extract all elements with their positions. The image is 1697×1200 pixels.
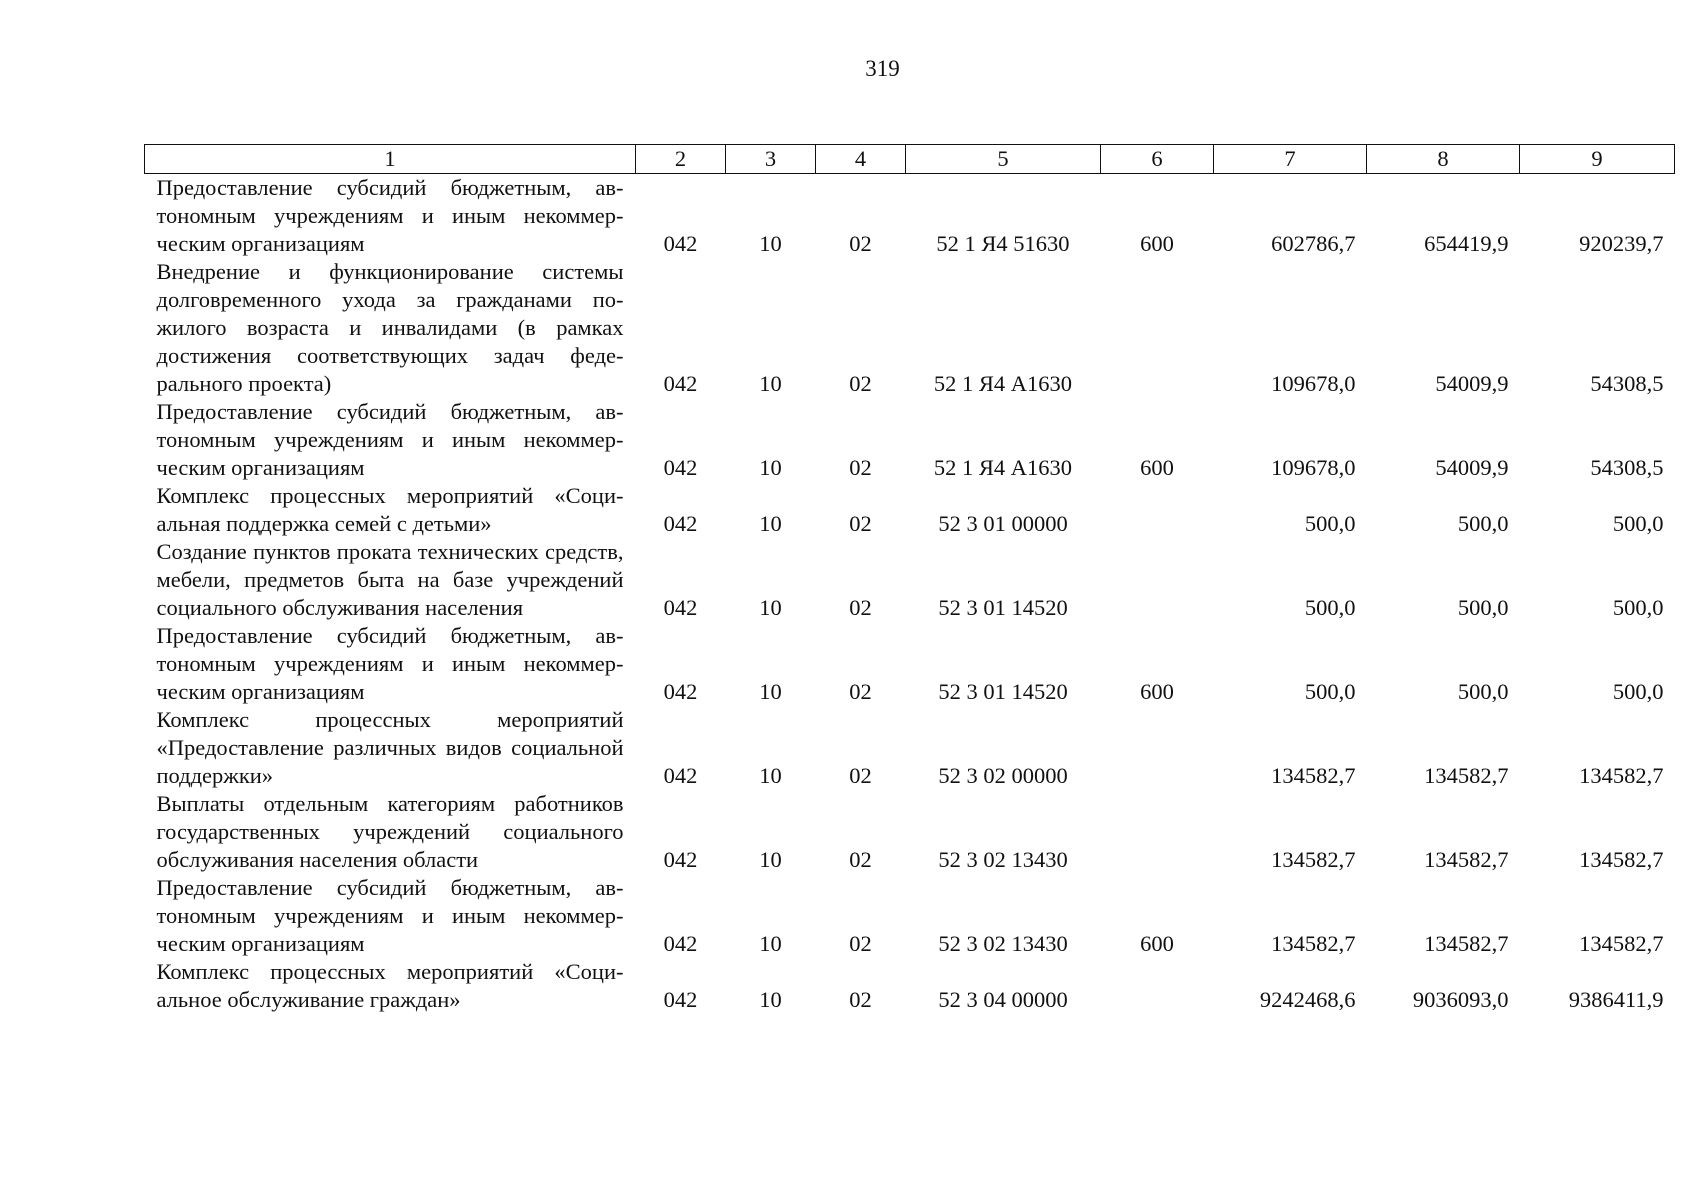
admin-code-cell: 042 [663, 763, 698, 788]
row-name-cell: Предоставление субсидий бюджетным, автономным учреждениям и иным некоммерческим организациям [156, 175, 624, 256]
table-row [145, 482, 1675, 538]
amount-col7-cell: 134582,7 [1271, 763, 1356, 788]
target-article-cell: 52 3 02 00000 [938, 763, 1068, 788]
row-name-cell: Выплаты отдельным категориям работников государственных учреждений социального обслуживания населения области [156, 791, 624, 872]
admin-code-cell: 042 [663, 847, 698, 872]
target-article-cell: 52 1 Я4 А1630 [933, 455, 1073, 480]
target-article-cell: 52 1 Я4 А1630 [933, 371, 1073, 396]
header-cell-2: 2 [636, 145, 726, 174]
header-cell-9: 9 [1520, 145, 1675, 174]
row-name-cell: Комплекс процессных мероприятий «Социальное обслуживание граждан» [156, 959, 624, 1012]
amount-col8-cell: 134582,7 [1424, 931, 1509, 956]
header-row [145, 145, 1675, 174]
row-name-cell: Предоставление субсидий бюджетным, автономным учреждениям и иным некоммерческим организациям [156, 623, 624, 704]
amount-col9-cell: 134582,7 [1579, 847, 1664, 872]
section-cell: 10 [759, 679, 782, 704]
admin-code-cell: 042 [663, 679, 698, 704]
section-cell: 10 [759, 455, 782, 480]
table-row [145, 790, 1675, 874]
section-cell: 10 [759, 231, 782, 256]
amount-col8-cell: 500,0 [1457, 679, 1509, 704]
admin-code-cell: 042 [663, 371, 698, 396]
amount-col9-cell: 500,0 [1612, 679, 1664, 704]
expense-type-cell: 600 [1140, 679, 1174, 704]
subsection-cell: 02 [849, 595, 872, 620]
amount-col9-cell: 54308,5 [1590, 455, 1664, 480]
amount-col9-cell: 9386411,9 [1568, 987, 1664, 1012]
expense-type-cell [1101, 790, 1214, 874]
header-cell-5: 5 [906, 145, 1101, 174]
section-cell: 10 [759, 595, 782, 620]
table-row [145, 538, 1675, 622]
admin-code-cell: 042 [663, 931, 698, 956]
expense-type-cell [1101, 538, 1214, 622]
subsection-cell: 02 [849, 455, 872, 480]
page-number [0, 56, 1697, 82]
expense-type-cell: 600 [1140, 231, 1174, 256]
subsection-cell: 02 [849, 371, 872, 396]
amount-col9-cell: 134582,7 [1579, 763, 1664, 788]
admin-code-cell: 042 [663, 511, 698, 536]
row-name-cell: Предоставление субсидий бюджетным, автономным учреждениям и иным некоммерческим организациям [156, 875, 624, 956]
expense-type-cell [1101, 482, 1214, 538]
admin-code-cell: 042 [663, 231, 698, 256]
amount-col7-cell: 134582,7 [1271, 931, 1356, 956]
amount-col8-cell: 500,0 [1457, 595, 1509, 620]
table-row [145, 174, 1675, 259]
header-cell-7: 7 [1214, 145, 1367, 174]
amount-col8-cell: 134582,7 [1424, 763, 1509, 788]
table-row [145, 398, 1675, 482]
amount-col7-cell: 109678,0 [1271, 371, 1356, 396]
amount-col8-cell: 134582,7 [1424, 847, 1509, 872]
target-article-cell: 52 3 04 00000 [938, 987, 1068, 1012]
table-row [145, 258, 1675, 398]
amount-col8-cell: 54009,9 [1435, 455, 1509, 480]
target-article-cell: 52 3 01 14520 [938, 595, 1068, 620]
section-cell: 10 [759, 847, 782, 872]
amount-col8-cell: 54009,9 [1435, 371, 1509, 396]
table-row [145, 706, 1675, 790]
amount-col8-cell: 500,0 [1457, 511, 1509, 536]
expense-type-cell [1101, 958, 1214, 1014]
row-name-cell: Предоставление субсидий бюджетным, автономным учреждениям и иным некоммерческим организациям [156, 399, 624, 480]
subsection-cell: 02 [849, 987, 872, 1012]
target-article-cell: 52 3 02 13430 [938, 931, 1068, 956]
section-cell: 10 [759, 511, 782, 536]
header-cell-6: 6 [1101, 145, 1214, 174]
amount-col7-cell: 500,0 [1304, 511, 1356, 536]
subsection-cell: 02 [849, 231, 872, 256]
section-cell: 10 [759, 371, 782, 396]
target-article-cell: 52 3 02 13430 [938, 847, 1068, 872]
target-article-cell: 52 3 01 00000 [938, 511, 1068, 536]
expense-type-cell [1101, 258, 1214, 398]
table-row [145, 874, 1675, 958]
admin-code-cell: 042 [663, 987, 698, 1012]
amount-col8-cell: 9036093,0 [1412, 987, 1509, 1012]
amount-col7-cell: 500,0 [1304, 595, 1356, 620]
expense-type-cell: 600 [1140, 455, 1174, 480]
header-cell-8: 8 [1367, 145, 1520, 174]
table-body [145, 174, 1675, 1015]
table-row [145, 958, 1675, 1014]
amount-col7-cell: 500,0 [1304, 679, 1356, 704]
section-cell: 10 [759, 987, 782, 1012]
expense-type-cell [1101, 706, 1214, 790]
subsection-cell: 02 [849, 931, 872, 956]
table-row [145, 622, 1675, 706]
subsection-cell: 02 [849, 763, 872, 788]
amount-col8-cell: 654419,9 [1424, 231, 1509, 256]
amount-col7-cell: 9242468,6 [1259, 987, 1356, 1012]
row-name-cell: Создание пунктов проката технических средств, мебели, предметов быта на базе учреждений социального обслуживания населения [156, 539, 624, 620]
amount-col9-cell: 500,0 [1612, 511, 1664, 536]
table-header [145, 145, 1675, 174]
section-cell: 10 [759, 763, 782, 788]
subsection-cell: 02 [849, 847, 872, 872]
admin-code-cell: 042 [663, 455, 698, 480]
subsection-cell: 02 [849, 511, 872, 536]
header-cell-4: 4 [816, 145, 906, 174]
budget-table [144, 144, 1675, 1014]
amount-col7-cell: 134582,7 [1271, 847, 1356, 872]
expense-type-cell: 600 [1140, 931, 1174, 956]
admin-code-cell: 042 [663, 595, 698, 620]
row-name-cell: Внедрение и функционирование системы долговременного ухода за гражданами пожилого возраста и инвалидами (в рамках достижения соответствующих задач федерального проекта) [156, 259, 624, 396]
target-article-cell: 52 1 Я4 51630 [936, 231, 1070, 256]
amount-col7-cell: 109678,0 [1271, 455, 1356, 480]
subsection-cell: 02 [849, 679, 872, 704]
header-cell-1: 1 [145, 145, 636, 174]
header-cell-3: 3 [726, 145, 816, 174]
amount-col9-cell: 134582,7 [1579, 931, 1664, 956]
target-article-cell: 52 3 01 14520 [938, 679, 1068, 704]
row-name-cell: Комплекс процессных мероприятий «Предоставление различных видов социальной поддержки» [156, 707, 624, 788]
amount-col9-cell: 54308,5 [1590, 371, 1664, 396]
page-number-text: 319 [865, 56, 900, 81]
amount-col9-cell: 500,0 [1612, 595, 1664, 620]
amount-col7-cell: 602786,7 [1271, 231, 1356, 256]
section-cell: 10 [759, 931, 782, 956]
amount-col9-cell: 920239,7 [1579, 231, 1664, 256]
row-name-cell: Комплекс процессных мероприятий «Социальная поддержка семей с детьми» [156, 483, 624, 536]
